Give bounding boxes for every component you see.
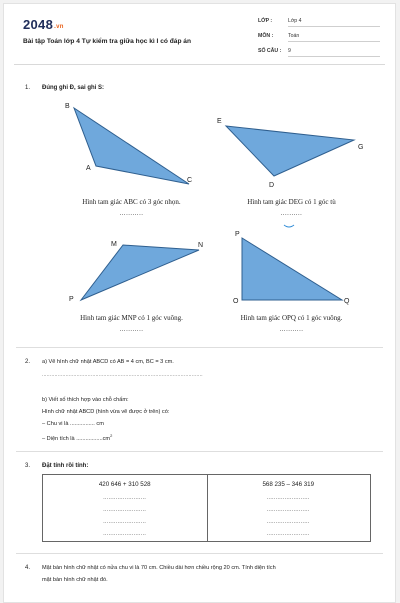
q4-text-line-1: Mặt bàn hình chữ nhật có nửa chu vi là 70 cm. Chiều dài hơn chiều rộng 20 cm. Tính diện tích: [42, 565, 276, 571]
triangle-opq: [232, 230, 357, 305]
vertex-label: N: [198, 242, 204, 249]
q2-perimeter[interactable]: – Chu vi là ................ cm: [42, 421, 104, 427]
q2-part-a: a) Vẽ hình chữ nhật ABCD có AB = 4 cm, BC = 3 cm.: [42, 359, 174, 365]
meta-class-label: LỚP :: [258, 18, 273, 24]
calc-blank[interactable]: ........................: [266, 495, 310, 501]
q1-answer-mnp[interactable]: ...........: [119, 327, 144, 333]
meta-subject-label: MÔN :: [258, 33, 274, 39]
vertex-label: Q: [344, 298, 350, 305]
vertex-label: C: [187, 177, 193, 184]
calculation-table: [42, 474, 371, 542]
q2-part-a-blank[interactable]: ......................................................................................................: [42, 372, 203, 377]
vertex-label: A: [86, 165, 91, 172]
q2-area-text: – Diện tích là .................cm: [42, 435, 111, 442]
q2-area-sup: 2: [110, 433, 113, 438]
calc-blank[interactable]: ........................: [266, 519, 310, 525]
calc-blank[interactable]: ........................: [103, 531, 147, 537]
calc-blank[interactable]: ........................: [266, 507, 310, 513]
worksheet-page: [3, 3, 396, 603]
triangle-abc: [59, 98, 199, 188]
vertex-label: P: [235, 231, 240, 238]
calc-blank[interactable]: ........................: [103, 519, 147, 525]
q2-part-b: b) Viết số thích hợp vào chỗ chấm:: [42, 397, 129, 403]
vertex-label: P: [69, 296, 74, 303]
triangle-opq-shape: [242, 238, 342, 300]
vertex-label: D: [269, 182, 275, 189]
q3-number: 3.: [25, 463, 31, 469]
calc-expression: 568 235 – 346 319: [262, 481, 315, 488]
logo-text: 2048: [23, 17, 54, 32]
q2-part-b-sub: Hình chữ nhật ABCD (hình vừa vẽ được ở trên) có:: [42, 409, 170, 415]
q1-caption-mnp: Hình tam giác MNP có 1 góc vuông.: [80, 314, 183, 322]
triangle-mnp: [69, 238, 209, 308]
q4-number: 4.: [25, 565, 31, 571]
vertex-label: G: [358, 144, 364, 151]
section-divider: [16, 451, 383, 452]
q3-prompt: Đặt tính rồi tính:: [42, 463, 89, 469]
q4-text-line-2: mặt bàn hình chữ nhật đó.: [42, 577, 108, 583]
q1-number: 1.: [25, 85, 31, 91]
q2-number: 2.: [25, 359, 31, 365]
triangle-mnp-shape: [81, 245, 199, 300]
vertex-label: M: [111, 241, 117, 248]
calc-blank[interactable]: ........................: [103, 495, 147, 501]
calc-expression: 420 646 + 310 528: [98, 481, 151, 488]
calc-blank[interactable]: ........................: [266, 531, 310, 537]
q2-area[interactable]: [42, 433, 112, 442]
logo-suffix: .vn: [54, 24, 64, 30]
site-logo[interactable]: [23, 17, 64, 32]
q1-answer-deg[interactable]: ..........: [280, 211, 303, 217]
triangle-deg: [214, 114, 364, 189]
q1-caption-deg: Hình tam giác DEG có 1 góc tù: [247, 198, 336, 206]
q1-caption-abc: Hình tam giác ABC có 3 góc nhọn.: [82, 198, 181, 206]
q1-caption-opq: Hình tam giác OPQ có 1 góc vuông.: [240, 314, 343, 322]
meta-class-value: Lớp 4: [288, 18, 380, 27]
meta-subject-value: Toán: [288, 33, 380, 42]
calc-column-subtraction: [207, 475, 371, 541]
meta-count-label: SỐ CÂU :: [258, 48, 282, 54]
header-divider: [14, 64, 385, 65]
q1-answer-abc[interactable]: ...........: [119, 211, 144, 217]
calc-blank[interactable]: ........................: [103, 507, 147, 513]
section-divider: [16, 347, 383, 348]
vertex-label: E: [217, 118, 222, 125]
q1-answer-opq[interactable]: ...........: [279, 327, 304, 333]
calc-column-addition: [43, 475, 208, 541]
triangle-deg-shape: [226, 126, 354, 176]
vertex-label: B: [65, 103, 70, 110]
meta-count-value: 9: [288, 48, 380, 57]
q1-prompt: Đúng ghi Đ, sai ghi S:: [42, 85, 104, 91]
section-divider: [16, 553, 383, 554]
page-title: Bài tập Toán lớp 4 Tự kiểm tra giữa học kì I có đáp án: [23, 38, 192, 45]
triangle-abc-shape: [74, 108, 189, 184]
vertex-label: O: [233, 298, 239, 305]
